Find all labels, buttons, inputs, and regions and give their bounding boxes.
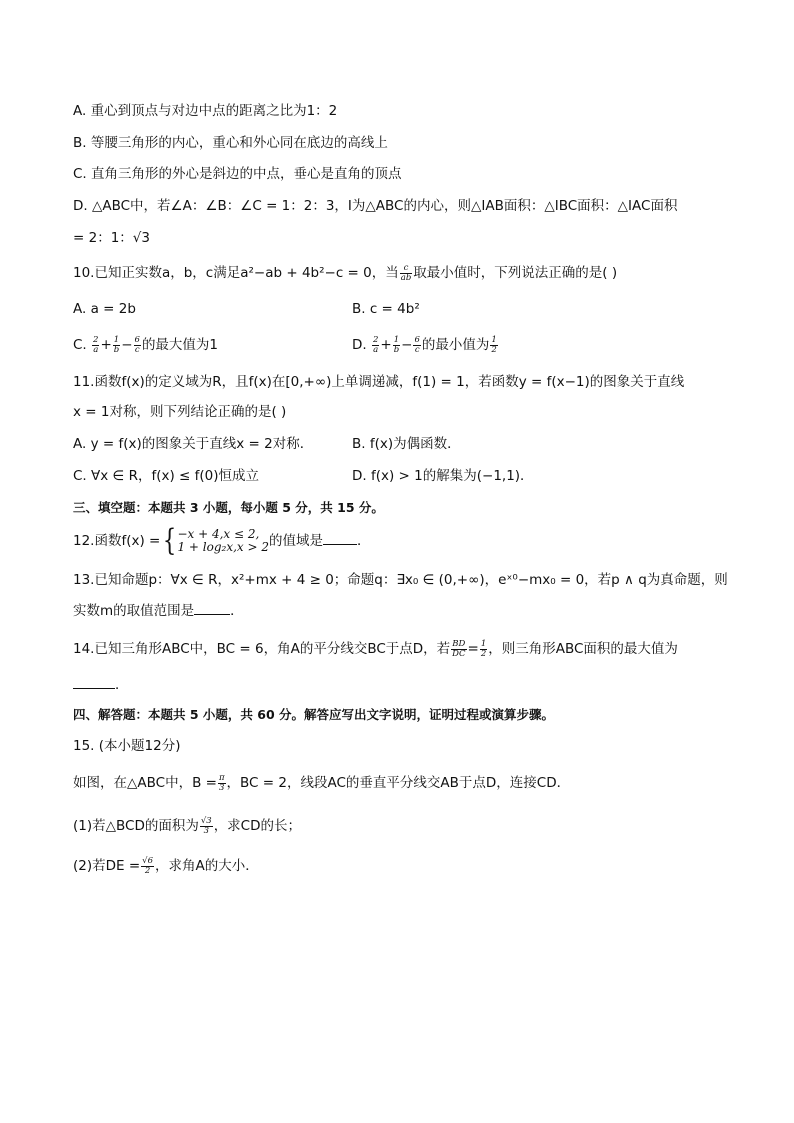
frac-numerator: π bbox=[218, 772, 225, 783]
frac-denominator: DC bbox=[452, 648, 466, 659]
frac-numerator: 1 bbox=[491, 334, 497, 345]
frac-denominator: c bbox=[134, 344, 140, 355]
q15-part2-prefix: (2)若DE = bbox=[73, 858, 141, 874]
frac-2-over-a bbox=[372, 336, 379, 355]
q13-line2-text: 实数m的取值范围是 bbox=[73, 603, 195, 619]
q10-c-label: C. bbox=[73, 337, 87, 353]
frac-numerator: 1 bbox=[480, 638, 487, 649]
q10-c-text: 的最大值为1 bbox=[141, 337, 219, 353]
frac-numerator: 6 bbox=[134, 334, 140, 345]
answer-blank bbox=[323, 532, 357, 545]
frac-6-over-c bbox=[134, 336, 141, 355]
frac-denominator: a bbox=[373, 344, 379, 355]
q15-stem bbox=[73, 773, 570, 793]
frac-numerator: √3 bbox=[200, 815, 212, 826]
q10-d-text: 的最小值为 bbox=[421, 337, 490, 353]
q11-option-c: C. ∀x ∈ R，f(x) ≤ f(0)恒成立 bbox=[73, 468, 260, 484]
answer-blank bbox=[73, 676, 115, 689]
frac-1-over-b bbox=[113, 336, 120, 355]
q11-stem-line2: x = 1对称，则下列结论正确的是( ) bbox=[73, 404, 287, 420]
q15-part2 bbox=[73, 856, 259, 876]
q10-option-a: A. a = 2b bbox=[73, 301, 136, 317]
q11-option-a: A. y = f(x)的图象关于直线x = 2对称． bbox=[73, 436, 314, 452]
frac-denominator: 2 bbox=[144, 865, 151, 876]
frac-numerator: 2 bbox=[93, 334, 99, 345]
q15-stem-prefix: 如图，在△ABC中，B = bbox=[73, 775, 217, 791]
q10-stem bbox=[73, 263, 617, 283]
q9-option-b: B. 等腰三角形的内心，重心和外心同在底边的高线上 bbox=[73, 135, 388, 151]
q10-d-label: D. bbox=[352, 337, 367, 353]
section-heading-solutions: 四、解答题：本题共 5 小题，共 60 分。解答应写出文字说明，证明过程或演算步骤。 bbox=[73, 707, 555, 722]
frac-numerator: √6 bbox=[142, 855, 153, 866]
frac-numerator: 2 bbox=[372, 334, 379, 345]
q10-stem-part1: 10.已知正实数a，b，c满足a²−ab + 4b²−c = 0，当 bbox=[73, 265, 399, 281]
q9-option-d-line2: = 2：1：√3 bbox=[73, 230, 150, 246]
q10-option-c: C. $\frac{2}{a}$ + $\frac{1}{b}$ − $\frac{6}{c}$ 的最大值为1 bbox=[73, 334, 219, 355]
q12-prefix: 12.函数f(x) = bbox=[73, 533, 161, 549]
frac-denominator: 2 bbox=[491, 344, 497, 355]
q13-stem-line1: 13.已知命题p：∀x ∈ R，x²+mx + 4 ≥ 0；命题q：∃x₀ ∈ (0,+∞)，eˣ⁰−mx₀ = 0，若p ∧ q为真命题，则 bbox=[73, 572, 728, 588]
q14-answer-line: ． bbox=[73, 675, 129, 695]
q12-suffix: 的值域是 bbox=[269, 533, 323, 549]
q15-part2-suffix: ，求角A的大小． bbox=[154, 858, 259, 874]
frac-pi-over-3 bbox=[218, 774, 226, 793]
q11-option-d: D. f(x) > 1的解集为(−1,1)． bbox=[352, 468, 534, 484]
frac-denominator: 3 bbox=[203, 825, 209, 836]
q9-option-c: C. 直角三角形的外心是斜边的中点，垂心是直角的顶点 bbox=[73, 166, 402, 182]
q14-suffix: ，则三角形ABC面积的最大值为 bbox=[488, 641, 678, 657]
q15-part1-suffix: ，求CD的长； bbox=[213, 818, 302, 834]
q11-option-b: B. f(x)为偶函数． bbox=[352, 436, 461, 452]
frac-denominator: b bbox=[113, 344, 120, 355]
q15-part1 bbox=[73, 816, 301, 836]
frac-one-half bbox=[490, 336, 497, 355]
frac-one-half bbox=[480, 640, 487, 659]
q11-stem-line1: 11.函数f(x)的定义域为R，且f(x)在[0,+∞)上单调递减，f(1) = 1，若函数y = f(x−1)的图象关于直线 bbox=[73, 374, 685, 390]
q15-heading: 15. (本小题12分) bbox=[73, 738, 181, 754]
frac-sqrt3-over-3 bbox=[200, 817, 213, 836]
q14-stem bbox=[73, 639, 678, 659]
frac-2-over-a bbox=[92, 336, 99, 355]
frac-denominator: c bbox=[414, 344, 420, 355]
piecewise-cases bbox=[177, 528, 269, 554]
case-2: 1 + log₂x,x > 2 bbox=[177, 540, 269, 554]
frac-numerator: c bbox=[400, 264, 413, 274]
frac-numerator: 1 bbox=[113, 334, 120, 345]
frac-bd-over-dc bbox=[451, 640, 466, 659]
q10-option-b: B. c = 4b² bbox=[352, 301, 420, 317]
q14-prefix: 14.已知三角形ABC中，BC = 6，角A的平分线交BC于点D，若 bbox=[73, 641, 451, 657]
q9-option-d-line1: D. △ABC中，若∠A：∠B：∠C = 1：2：3，I为△ABC的内心，则△IAB面积：△IBC面积：△IAC面积 bbox=[73, 198, 678, 214]
frac-numerator: 1 bbox=[393, 334, 400, 345]
frac-denominator: 3 bbox=[219, 782, 225, 793]
q10-stem-part2: 取最小值时，下列说法正确的是( ) bbox=[413, 265, 618, 281]
frac-sqrt6-over-2 bbox=[141, 857, 154, 876]
q10-fraction-c-over-ab bbox=[400, 264, 413, 283]
frac-6-over-c bbox=[413, 336, 420, 355]
frac-numerator: BD bbox=[452, 638, 466, 649]
case-1: −x + 4,x ≤ 2, bbox=[177, 527, 260, 541]
frac-denominator: ab bbox=[400, 272, 412, 283]
left-brace: { bbox=[163, 523, 177, 558]
q13-stem-line2: 实数m的取值范围是 ． bbox=[73, 603, 244, 619]
frac-numerator: 6 bbox=[414, 334, 420, 345]
frac-denominator: 2 bbox=[480, 648, 487, 659]
answer-blank bbox=[194, 602, 230, 615]
frac-denominator: a bbox=[93, 344, 99, 355]
q15-part1-prefix: (1)若△BCD的面积为 bbox=[73, 818, 199, 834]
frac-1-over-b bbox=[393, 336, 400, 355]
q15-stem-suffix: ，BC = 2，线段AC的垂直平分线交AB于点D，连接CD． bbox=[226, 775, 571, 791]
q12-stem: 12.函数f(x) ={ −x + 4,x ≤ 2, 1 + log₂x,x > 2 的值域是 ． bbox=[73, 523, 371, 558]
q9-option-a: A. 重心到顶点与对边中点的距离之比为1：2 bbox=[73, 103, 338, 119]
q14-equals: = bbox=[467, 641, 479, 657]
q10-option-d: D. $\frac{2}{a}$ + $\frac{1}{b}$ − $\frac{6}{c}$ 的最小值为 $\frac{1}{2}$ bbox=[352, 334, 497, 355]
frac-denominator: b bbox=[393, 344, 400, 355]
section-heading-fill-blank: 三、填空题：本题共 3 小题，每小题 5 分，共 15 分。 bbox=[73, 500, 384, 515]
